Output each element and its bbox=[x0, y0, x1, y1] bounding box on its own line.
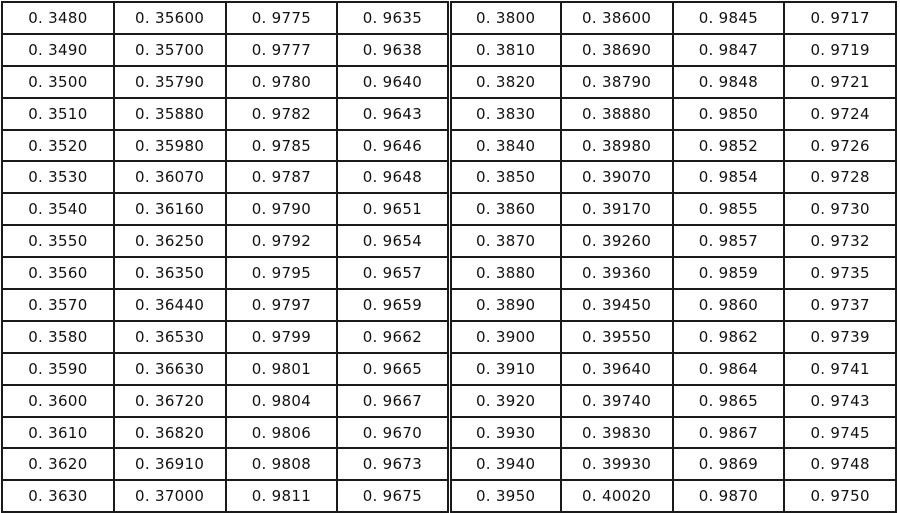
table-cell: 0. 39360 bbox=[561, 257, 673, 289]
table-cell: 0. 9737 bbox=[784, 289, 896, 321]
table-cell: 0. 38980 bbox=[561, 130, 673, 162]
table-cell: 0. 9646 bbox=[337, 130, 449, 162]
table-cell: 0. 9667 bbox=[337, 385, 449, 417]
table-cell: 0. 39070 bbox=[561, 161, 673, 193]
table-row bbox=[2, 225, 896, 257]
table-cell: 0. 3920 bbox=[449, 385, 561, 417]
table-cell: 0. 3940 bbox=[449, 448, 561, 480]
table-cell: 0. 39740 bbox=[561, 385, 673, 417]
table-cell: 0. 9811 bbox=[226, 480, 338, 512]
table-cell: 0. 39170 bbox=[561, 193, 673, 225]
table-cell: 0. 37000 bbox=[114, 480, 226, 512]
table-cell: 0. 9654 bbox=[337, 225, 449, 257]
table-cell: 0. 9795 bbox=[226, 257, 338, 289]
table-cell: 0. 36720 bbox=[114, 385, 226, 417]
table-cell: 0. 9726 bbox=[784, 130, 896, 162]
table-cell: 0. 35880 bbox=[114, 98, 226, 130]
table-cell: 0. 9862 bbox=[673, 321, 785, 353]
table-row bbox=[2, 34, 896, 66]
table-cell: 0. 3490 bbox=[2, 34, 114, 66]
table-cell: 0. 3890 bbox=[449, 289, 561, 321]
table-cell: 0. 9730 bbox=[784, 193, 896, 225]
table-cell: 0. 9865 bbox=[673, 385, 785, 417]
table-row bbox=[2, 480, 896, 512]
table-cell: 0. 35600 bbox=[114, 2, 226, 34]
table-cell: 0. 9801 bbox=[226, 353, 338, 385]
table-row bbox=[2, 161, 896, 193]
table-row bbox=[2, 321, 896, 353]
table-cell: 0. 39640 bbox=[561, 353, 673, 385]
table-cell: 0. 9719 bbox=[784, 34, 896, 66]
table-row bbox=[2, 417, 896, 449]
table-cell: 0. 38790 bbox=[561, 66, 673, 98]
table-cell: 0. 3480 bbox=[2, 2, 114, 34]
table-cell: 0. 38690 bbox=[561, 34, 673, 66]
table-cell: 0. 9670 bbox=[337, 417, 449, 449]
table-cell: 0. 9735 bbox=[784, 257, 896, 289]
table-cell: 0. 39450 bbox=[561, 289, 673, 321]
table-cell: 0. 9673 bbox=[337, 448, 449, 480]
table-cell: 0. 36910 bbox=[114, 448, 226, 480]
table-row bbox=[2, 289, 896, 321]
table-cell: 0. 9732 bbox=[784, 225, 896, 257]
table-cell: 0. 9665 bbox=[337, 353, 449, 385]
table-cell: 0. 9782 bbox=[226, 98, 338, 130]
table-cell: 0. 9775 bbox=[226, 2, 338, 34]
table-cell: 0. 9739 bbox=[784, 321, 896, 353]
table-row bbox=[2, 66, 896, 98]
table-cell: 0. 9804 bbox=[226, 385, 338, 417]
table-cell: 0. 3850 bbox=[449, 161, 561, 193]
table-cell: 0. 9808 bbox=[226, 448, 338, 480]
table-cell: 0. 3900 bbox=[449, 321, 561, 353]
table-cell: 0. 9748 bbox=[784, 448, 896, 480]
table-cell: 0. 3800 bbox=[449, 2, 561, 34]
table-cell: 0. 36250 bbox=[114, 225, 226, 257]
table-cell: 0. 35790 bbox=[114, 66, 226, 98]
table-cell: 0. 9721 bbox=[784, 66, 896, 98]
table-cell: 0. 3820 bbox=[449, 66, 561, 98]
table-cell: 0. 9855 bbox=[673, 193, 785, 225]
table-cell: 0. 3550 bbox=[2, 225, 114, 257]
table-cell: 0. 39930 bbox=[561, 448, 673, 480]
table-row bbox=[2, 130, 896, 162]
table-cell: 0. 35700 bbox=[114, 34, 226, 66]
table-cell: 0. 9662 bbox=[337, 321, 449, 353]
table-cell: 0. 9847 bbox=[673, 34, 785, 66]
table-row bbox=[2, 257, 896, 289]
table-cell: 0. 9869 bbox=[673, 448, 785, 480]
table-cell: 0. 3810 bbox=[449, 34, 561, 66]
table-cell: 0. 9799 bbox=[226, 321, 338, 353]
table-body bbox=[2, 2, 896, 512]
table-cell: 0. 9859 bbox=[673, 257, 785, 289]
table-cell: 0. 36070 bbox=[114, 161, 226, 193]
table-row bbox=[2, 353, 896, 385]
table-cell: 0. 39260 bbox=[561, 225, 673, 257]
table-cell: 0. 9724 bbox=[784, 98, 896, 130]
table-cell: 0. 3910 bbox=[449, 353, 561, 385]
table-cell: 0. 9850 bbox=[673, 98, 785, 130]
table-cell: 0. 9743 bbox=[784, 385, 896, 417]
table-cell: 0. 9728 bbox=[784, 161, 896, 193]
table-cell: 0. 36820 bbox=[114, 417, 226, 449]
table-cell: 0. 3620 bbox=[2, 448, 114, 480]
table-cell: 0. 39550 bbox=[561, 321, 673, 353]
table-row bbox=[2, 98, 896, 130]
table-cell: 0. 35980 bbox=[114, 130, 226, 162]
table-cell: 0. 9635 bbox=[337, 2, 449, 34]
table-cell: 0. 3630 bbox=[2, 480, 114, 512]
table-cell: 0. 9659 bbox=[337, 289, 449, 321]
table-cell: 0. 3580 bbox=[2, 321, 114, 353]
table-cell: 0. 9792 bbox=[226, 225, 338, 257]
table-cell: 0. 3530 bbox=[2, 161, 114, 193]
table-cell: 0. 9860 bbox=[673, 289, 785, 321]
table-cell: 0. 9640 bbox=[337, 66, 449, 98]
table-cell: 0. 9867 bbox=[673, 417, 785, 449]
table-row bbox=[2, 2, 896, 34]
table-cell: 0. 36440 bbox=[114, 289, 226, 321]
table-cell: 0. 39830 bbox=[561, 417, 673, 449]
table-cell: 0. 3840 bbox=[449, 130, 561, 162]
table-cell: 0. 9870 bbox=[673, 480, 785, 512]
table-cell: 0. 9648 bbox=[337, 161, 449, 193]
table-row bbox=[2, 385, 896, 417]
table-row bbox=[2, 448, 896, 480]
table-cell: 0. 9854 bbox=[673, 161, 785, 193]
table-cell: 0. 3930 bbox=[449, 417, 561, 449]
table-cell: 0. 3600 bbox=[2, 385, 114, 417]
table-cell: 0. 38600 bbox=[561, 2, 673, 34]
table-cell: 0. 3570 bbox=[2, 289, 114, 321]
table-cell: 0. 3610 bbox=[2, 417, 114, 449]
table-cell: 0. 3590 bbox=[2, 353, 114, 385]
table-cell: 0. 9806 bbox=[226, 417, 338, 449]
table-cell: 0. 9657 bbox=[337, 257, 449, 289]
table-cell: 0. 3560 bbox=[2, 257, 114, 289]
table-cell: 0. 9797 bbox=[226, 289, 338, 321]
table-cell: 0. 38880 bbox=[561, 98, 673, 130]
table-cell: 0. 3860 bbox=[449, 193, 561, 225]
table-cell: 0. 9848 bbox=[673, 66, 785, 98]
table-cell: 0. 3520 bbox=[2, 130, 114, 162]
table-cell: 0. 3880 bbox=[449, 257, 561, 289]
table-cell: 0. 9643 bbox=[337, 98, 449, 130]
table-cell: 0. 3500 bbox=[2, 66, 114, 98]
table-cell: 0. 9790 bbox=[226, 193, 338, 225]
table-cell: 0. 9745 bbox=[784, 417, 896, 449]
table-cell: 0. 9777 bbox=[226, 34, 338, 66]
table-cell: 0. 9787 bbox=[226, 161, 338, 193]
table-cell: 0. 9750 bbox=[784, 480, 896, 512]
table-cell: 0. 9651 bbox=[337, 193, 449, 225]
table-cell: 0. 40020 bbox=[561, 480, 673, 512]
table-row bbox=[2, 193, 896, 225]
table-cell: 0. 3870 bbox=[449, 225, 561, 257]
table-cell: 0. 36530 bbox=[114, 321, 226, 353]
table-cell: 0. 9864 bbox=[673, 353, 785, 385]
table-cell: 0. 3830 bbox=[449, 98, 561, 130]
table-cell: 0. 9717 bbox=[784, 2, 896, 34]
table-cell: 0. 3950 bbox=[449, 480, 561, 512]
table-cell: 0. 9741 bbox=[784, 353, 896, 385]
table-cell: 0. 36350 bbox=[114, 257, 226, 289]
table-cell: 0. 9675 bbox=[337, 480, 449, 512]
table-cell: 0. 9638 bbox=[337, 34, 449, 66]
data-table bbox=[1, 1, 897, 513]
table-cell: 0. 36630 bbox=[114, 353, 226, 385]
table-cell: 0. 9785 bbox=[226, 130, 338, 162]
table-cell: 0. 9845 bbox=[673, 2, 785, 34]
table-cell: 0. 3510 bbox=[2, 98, 114, 130]
table-cell: 0. 9780 bbox=[226, 66, 338, 98]
table-cell: 0. 9857 bbox=[673, 225, 785, 257]
table-cell: 0. 36160 bbox=[114, 193, 226, 225]
table-cell: 0. 9852 bbox=[673, 130, 785, 162]
table-cell: 0. 3540 bbox=[2, 193, 114, 225]
